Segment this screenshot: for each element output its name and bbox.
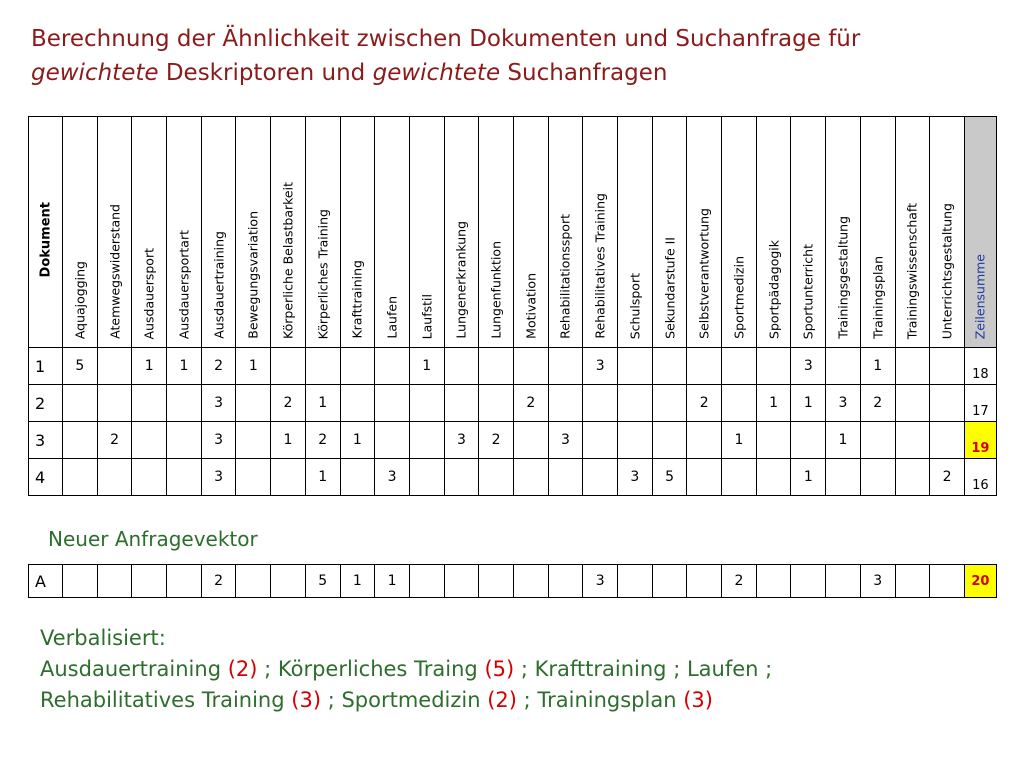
header-descriptor	[479, 117, 514, 348]
row-sum: 16	[964, 459, 996, 496]
weight-cell	[444, 385, 479, 422]
title-em-weighted-1: gewichtete	[31, 60, 159, 86]
weight-cell: 2	[930, 459, 965, 496]
header-dokument	[29, 117, 63, 348]
weight-cell	[513, 459, 548, 496]
title-text-1: Deskriptoren und	[158, 60, 373, 86]
weight-cell	[167, 459, 202, 496]
header-descriptor	[548, 117, 583, 348]
query-weight-cell	[444, 565, 479, 598]
weight-cell	[756, 348, 791, 385]
weight-cell	[236, 385, 271, 422]
weight-cell: 2	[97, 422, 132, 459]
query-weight-cell	[652, 565, 687, 598]
query-heading: Neuer Anfragevektor	[48, 527, 258, 551]
weight-cell: 2	[305, 422, 340, 459]
weight-value: (3)	[683, 688, 713, 712]
weight-cell	[895, 459, 930, 496]
weight-cell: 3	[201, 459, 236, 496]
table-header-row	[29, 117, 997, 348]
descriptor-label: Aquajogging	[72, 260, 88, 339]
query-row	[29, 565, 997, 598]
descriptor-label: Trainingsgestaltung	[835, 216, 851, 339]
weight-cell: 1	[409, 348, 444, 385]
query-weight-cell	[791, 565, 826, 598]
weight-cell	[687, 348, 722, 385]
weight-cell: 1	[756, 385, 791, 422]
query-weight-cell: 2	[201, 565, 236, 598]
descriptor-label: Krafttraining	[349, 260, 365, 339]
query-weight-cell	[132, 565, 167, 598]
weight-cell	[756, 459, 791, 496]
weight-cell	[236, 459, 271, 496]
weight-cell	[687, 459, 722, 496]
title-line1: Berechnung der Ähnlichkeit zwischen Dokumenten und Suchanfrage für	[31, 26, 861, 52]
query-table-body	[29, 565, 997, 598]
weight-cell	[722, 385, 757, 422]
weight-cell	[826, 459, 861, 496]
header-descriptor	[860, 117, 895, 348]
weight-cell: 2	[687, 385, 722, 422]
descriptor-label: Trainingswissenschaft	[904, 202, 920, 339]
weight-cell: 3	[201, 385, 236, 422]
row-sum: 17	[964, 385, 996, 422]
query-weight-cell	[687, 565, 722, 598]
weight-cell	[271, 459, 306, 496]
table-row	[29, 459, 997, 496]
weight-cell	[375, 385, 410, 422]
descriptor-label: Sekundarstufe II	[662, 237, 678, 339]
weight-cell	[97, 385, 132, 422]
header-descriptor	[167, 117, 202, 348]
query-weight-cell	[895, 565, 930, 598]
descriptor-label: Rehabilitatives Training	[592, 193, 608, 339]
descriptor-label: Schulsport	[627, 272, 643, 339]
query-weight-cell	[167, 565, 202, 598]
weight-cell	[513, 422, 548, 459]
descriptor-label: Ausdauersportart	[176, 229, 192, 339]
query-weight-cell: 2	[722, 565, 757, 598]
weight-cell	[860, 422, 895, 459]
weight-cell	[756, 422, 791, 459]
row-sum: 18	[964, 348, 996, 385]
header-descriptor	[895, 117, 930, 348]
descriptor-label: Unterrichtsgestaltung	[939, 202, 955, 339]
weight-cell	[618, 385, 653, 422]
query-weight-cell: 1	[340, 565, 375, 598]
header-descriptor	[444, 117, 479, 348]
title-text-2: Suchanfragen	[500, 60, 668, 86]
weight-cell	[340, 385, 375, 422]
descriptor-text: ; Körperliches Traing	[257, 657, 485, 681]
weight-cell	[860, 459, 895, 496]
descriptor-label: Atemwegswiderstand	[107, 204, 123, 339]
query-weight-cell: 1	[375, 565, 410, 598]
weight-cell	[930, 385, 965, 422]
descriptor-label: Laufstil	[419, 293, 435, 339]
query-weight-cell	[756, 565, 791, 598]
weight-cell	[583, 385, 618, 422]
weight-cell: 2	[860, 385, 895, 422]
descriptor-label: Laufen	[384, 296, 400, 339]
header-descriptor	[618, 117, 653, 348]
weight-cell	[895, 348, 930, 385]
weight-cell: 3	[201, 422, 236, 459]
weight-cell	[271, 348, 306, 385]
weight-cell: 5	[652, 459, 687, 496]
weight-cell	[444, 348, 479, 385]
query-weight-cell: 3	[583, 565, 618, 598]
weight-cell	[409, 422, 444, 459]
weight-cell	[722, 459, 757, 496]
weight-cell	[167, 422, 202, 459]
document-id: 4	[29, 459, 63, 496]
weight-cell: 1	[167, 348, 202, 385]
table-row	[29, 348, 997, 385]
header-descriptor	[409, 117, 444, 348]
weight-cell	[652, 348, 687, 385]
query-weight-cell	[548, 565, 583, 598]
descriptor-label: Lungenerkrankung	[453, 221, 469, 339]
query-sum: 20	[964, 565, 996, 598]
weight-cell	[63, 422, 98, 459]
weight-cell: 1	[826, 422, 861, 459]
weight-cell: 1	[236, 348, 271, 385]
weight-cell: 2	[201, 348, 236, 385]
weight-cell: 1	[340, 422, 375, 459]
descriptor-text: ; Krafttraining ; Laufen ;	[514, 657, 773, 681]
descriptor-label: Sportpädagogik	[766, 240, 782, 339]
weight-cell: 2	[479, 422, 514, 459]
weight-cell	[618, 348, 653, 385]
weight-cell	[132, 422, 167, 459]
document-descriptor-table	[28, 116, 997, 496]
table-row	[29, 422, 997, 459]
weight-cell	[63, 385, 98, 422]
weight-cell	[791, 422, 826, 459]
weight-cell	[652, 422, 687, 459]
table-row	[29, 385, 997, 422]
weight-cell: 2	[271, 385, 306, 422]
weight-cell: 3	[583, 348, 618, 385]
descriptor-label: Körperliche Belastbarkeit	[280, 182, 296, 339]
descriptor-label: Ausdauersport	[141, 247, 157, 339]
row-sum: 19	[964, 422, 996, 459]
weight-cell	[826, 348, 861, 385]
descriptor-text: ; Trainingsplan	[516, 688, 684, 712]
weight-cell	[444, 459, 479, 496]
header-descriptor	[791, 117, 826, 348]
weight-cell: 5	[63, 348, 98, 385]
weight-value: (3)	[291, 688, 322, 712]
header-descriptor	[271, 117, 306, 348]
header-dokument-label: Dokument	[38, 201, 53, 277]
query-id: A	[29, 565, 63, 598]
header-descriptor	[63, 117, 98, 348]
query-weight-cell	[618, 565, 653, 598]
query-weight-cell	[409, 565, 444, 598]
descriptor-label: Bewegungsvariation	[245, 211, 261, 339]
query-weight-cell: 5	[305, 565, 340, 598]
header-zeilensumme-label: Zeilensumme	[972, 253, 988, 339]
verbalized-heading: Verbalisiert:	[40, 626, 166, 650]
header-descriptor	[132, 117, 167, 348]
weight-cell: 1	[132, 348, 167, 385]
weight-cell	[652, 385, 687, 422]
weight-cell: 1	[305, 459, 340, 496]
weight-cell: 1	[791, 385, 826, 422]
weight-cell: 1	[860, 348, 895, 385]
query-vector-table	[28, 564, 997, 598]
header-descriptor	[930, 117, 965, 348]
header-descriptor	[201, 117, 236, 348]
descriptor-label: Selbstverantwortung	[696, 208, 712, 339]
weight-cell: 1	[791, 459, 826, 496]
weight-cell	[548, 385, 583, 422]
header-descriptor	[305, 117, 340, 348]
weight-cell	[479, 385, 514, 422]
weight-cell	[618, 422, 653, 459]
weight-cell	[548, 459, 583, 496]
document-id: 2	[29, 385, 63, 422]
verbalized-line-2	[40, 685, 1010, 716]
weight-cell	[375, 348, 410, 385]
weight-cell: 3	[548, 422, 583, 459]
query-weight-cell	[271, 565, 306, 598]
descriptor-label: Rehabilitationssport	[557, 214, 573, 339]
document-id: 3	[29, 422, 63, 459]
weight-cell: 2	[513, 385, 548, 422]
weight-cell	[340, 348, 375, 385]
weight-cell	[930, 422, 965, 459]
weight-cell: 3	[618, 459, 653, 496]
weight-cell	[930, 348, 965, 385]
query-weight-cell: 3	[860, 565, 895, 598]
weight-cell	[548, 348, 583, 385]
weight-cell: 3	[791, 348, 826, 385]
query-weight-cell	[930, 565, 965, 598]
weight-cell	[687, 422, 722, 459]
header-descriptor	[583, 117, 618, 348]
weight-cell	[479, 459, 514, 496]
header-zeilensumme	[964, 117, 996, 348]
weight-cell	[132, 459, 167, 496]
weight-cell	[236, 422, 271, 459]
header-descriptor	[340, 117, 375, 348]
weight-cell	[132, 385, 167, 422]
weight-cell: 1	[271, 422, 306, 459]
query-weight-cell	[513, 565, 548, 598]
page-title	[31, 22, 1011, 90]
weight-cell	[583, 459, 618, 496]
header-descriptor	[375, 117, 410, 348]
descriptor-label: Motivation	[523, 273, 539, 339]
weight-cell	[479, 348, 514, 385]
weight-cell	[895, 422, 930, 459]
weight-cell: 3	[826, 385, 861, 422]
weight-cell	[305, 348, 340, 385]
weight-cell	[97, 348, 132, 385]
query-weight-cell	[63, 565, 98, 598]
header-descriptor	[826, 117, 861, 348]
verbalized-line-1	[40, 654, 1010, 685]
weight-value: (2)	[487, 688, 517, 712]
header-descriptor	[236, 117, 271, 348]
weight-cell	[409, 459, 444, 496]
header-descriptor	[97, 117, 132, 348]
weight-cell: 1	[305, 385, 340, 422]
descriptor-label: Lungenfunktion	[488, 241, 504, 339]
query-weight-cell	[479, 565, 514, 598]
descriptor-label: Ausdauertraining	[211, 231, 227, 339]
weight-cell	[340, 459, 375, 496]
weight-cell	[97, 459, 132, 496]
weight-cell	[895, 385, 930, 422]
weight-cell	[63, 459, 98, 496]
query-weight-cell	[826, 565, 861, 598]
query-weight-cell	[97, 565, 132, 598]
weight-cell	[167, 385, 202, 422]
weight-value: (5)	[484, 657, 515, 681]
table-body	[29, 348, 997, 496]
descriptor-label: Sportunterricht	[800, 243, 816, 339]
header-descriptor	[513, 117, 548, 348]
weight-cell: 3	[444, 422, 479, 459]
descriptor-label: Sportmedizin	[731, 256, 747, 339]
weight-value: (2)	[227, 657, 258, 681]
descriptor-text: ; Sportmedizin	[321, 688, 488, 712]
header-descriptor	[687, 117, 722, 348]
weight-cell: 1	[722, 422, 757, 459]
descriptor-label: Körperliches Training	[315, 208, 331, 339]
header-descriptor	[722, 117, 757, 348]
weight-cell	[722, 348, 757, 385]
descriptor-text: Rehabilitatives Training	[40, 688, 292, 712]
weight-cell	[409, 385, 444, 422]
header-descriptor	[756, 117, 791, 348]
header-descriptor	[652, 117, 687, 348]
weight-cell	[583, 422, 618, 459]
document-id: 1	[29, 348, 63, 385]
descriptor-label: Trainingsplan	[870, 256, 886, 339]
weight-cell	[513, 348, 548, 385]
title-em-weighted-2: gewichtete	[372, 60, 501, 86]
weight-cell	[375, 422, 410, 459]
verbalized-query	[40, 623, 1010, 716]
query-weight-cell	[236, 565, 271, 598]
descriptor-text: Ausdauertraining	[40, 657, 228, 681]
weight-cell: 3	[375, 459, 410, 496]
